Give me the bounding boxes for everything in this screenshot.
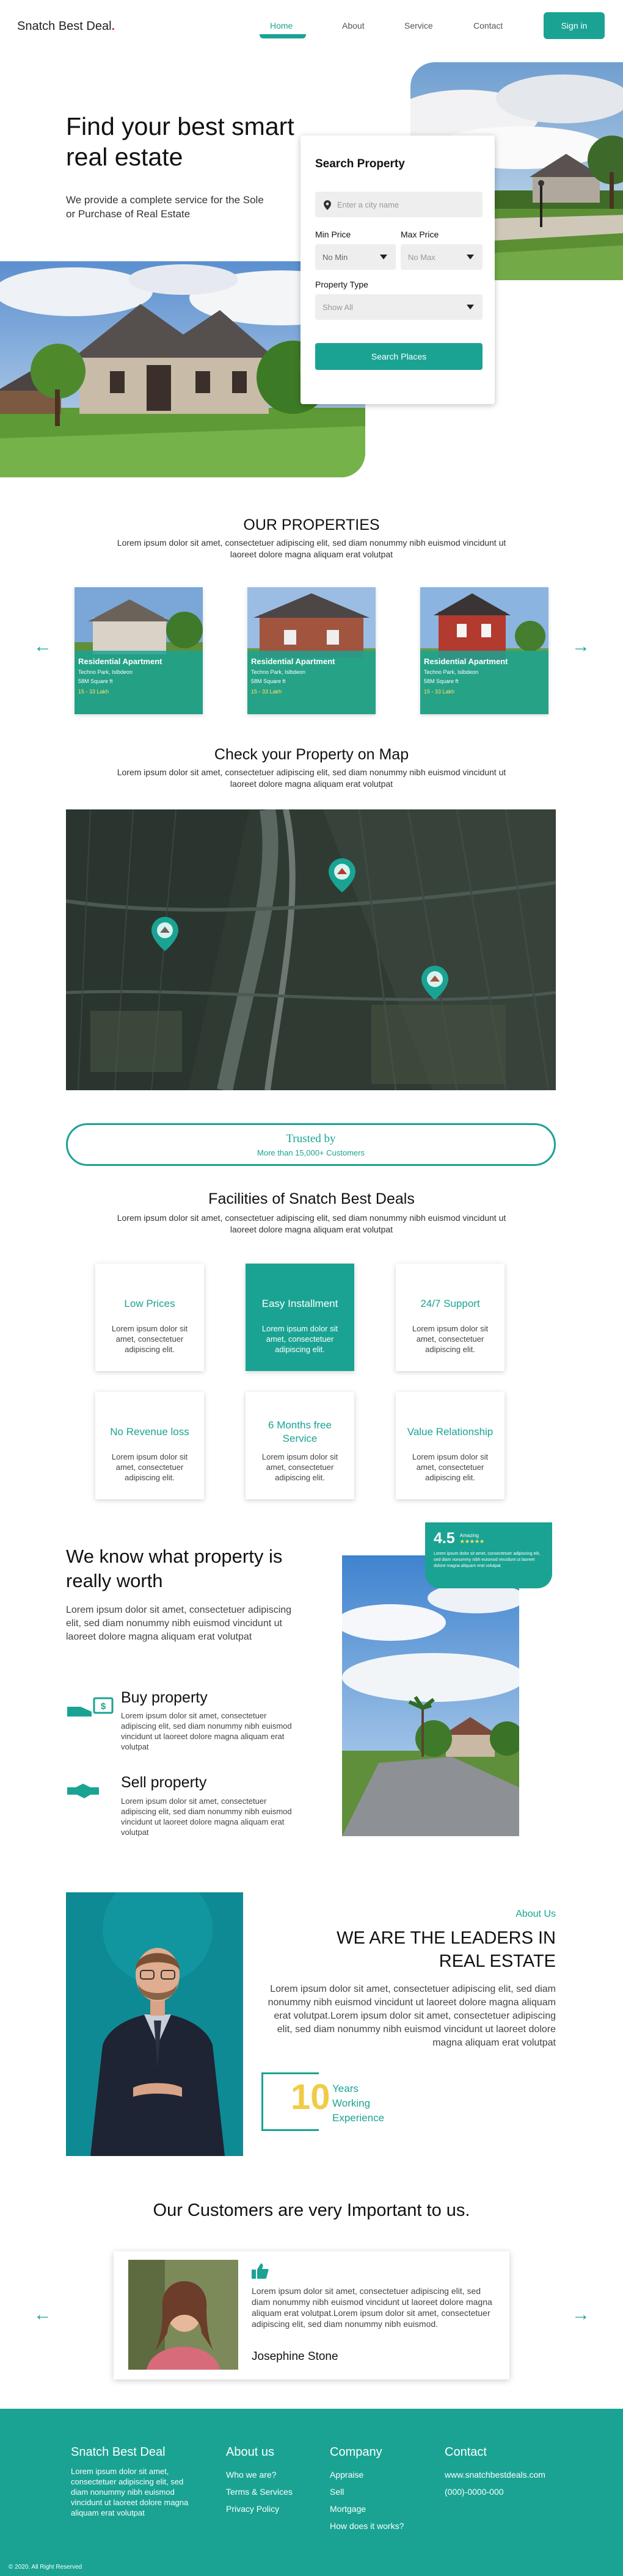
chevron-down-icon xyxy=(380,255,387,259)
buy-property-title: Buy property xyxy=(121,1689,208,1706)
facility-card-value-relationship[interactable] xyxy=(396,1392,505,1499)
footer-website[interactable]: www.snatchbestdeals.com xyxy=(445,2470,545,2480)
property-overlay xyxy=(75,651,203,714)
years-label: Years xyxy=(332,2083,359,2094)
facility-desc: Lorem ipsum dolor sit amet, consectetuer adipiscing elit. xyxy=(261,1324,338,1354)
trusted-subtitle: More than 15,000+ Customers xyxy=(257,1148,365,1157)
property-map[interactable] xyxy=(66,809,556,1090)
nav-active-indicator xyxy=(260,34,306,38)
money-hand-icon xyxy=(67,1696,114,1724)
customer-photo xyxy=(128,2260,238,2370)
footer-link-how[interactable]: How does it works? xyxy=(330,2521,404,2531)
svg-text:$: $ xyxy=(100,1701,106,1712)
facility-title: 6 Months free Service xyxy=(268,1419,332,1444)
customers-title: Our Customers are very Important to us. xyxy=(153,2201,470,2220)
facility-desc: Lorem ipsum dolor sit amet, consectetuer adipiscing elit. xyxy=(111,1324,188,1354)
facility-card-no-revenue-loss[interactable] xyxy=(95,1392,204,1499)
property-location: Techno Park, Islbdeon xyxy=(78,669,133,675)
search-title: Search Property xyxy=(315,157,405,170)
property-size: 58M Square ft xyxy=(251,678,286,684)
map-pin-icon[interactable] xyxy=(421,966,448,1003)
years-text xyxy=(332,2082,384,2126)
property-size: 58M Square ft xyxy=(78,678,113,684)
search-button[interactable]: Search Places xyxy=(315,343,483,370)
footer-link-who[interactable]: Who we are? xyxy=(226,2470,277,2480)
min-price-value: No Min xyxy=(322,252,348,262)
property-location: Techno Park, Islbdeon xyxy=(424,669,479,675)
facility-title: 24/7 Support xyxy=(420,1298,480,1309)
footer-link-sell[interactable]: Sell xyxy=(330,2487,344,2497)
property-type-select[interactable] xyxy=(315,294,483,320)
footer-link-mortgage[interactable]: Mortgage xyxy=(330,2504,366,2514)
brand-name: Snatch Best Deal xyxy=(17,20,112,33)
footer xyxy=(0,2409,623,2576)
testimonial-text: Lorem ipsum dolor sit amet, consectetuer adipiscing elit, sed diam nonummy nibh euismod vincidunt ut laoreet dolore magna aliquam erat volutpat.Lorem ipsum dolor sit amet, consectetuer adipiscing elit, sed diam nonummy nibh euismod. xyxy=(252,2286,492,2329)
properties-title: OUR PROPERTIES xyxy=(243,516,380,534)
footer-phone[interactable]: (000)-0000-000 xyxy=(445,2487,504,2497)
properties-desc: Lorem ipsum dolor sit amet, consectetuer adipiscing elit, sed diam nonummy nibh euismod vincidunt ut laoreet dolore magna aliquam erat volutpat xyxy=(117,538,506,559)
about-us-tag: About Us xyxy=(516,1909,556,1919)
max-price-value: No Max xyxy=(408,252,435,262)
facility-title: Low Prices xyxy=(124,1298,175,1309)
footer-company-title: Company xyxy=(330,2445,382,2459)
map-pin-icon[interactable] xyxy=(329,858,355,895)
chevron-down-icon xyxy=(467,305,474,309)
signin-button[interactable]: Sign in xyxy=(544,12,605,39)
min-price-select[interactable] xyxy=(315,244,396,270)
star-icon: ★★★★★ xyxy=(459,1538,485,1544)
property-type-value: Show All xyxy=(322,302,353,312)
nav-contact[interactable]: Contact xyxy=(473,21,503,31)
facility-desc: Lorem ipsum dolor sit amet, consectetuer adipiscing elit. xyxy=(412,1452,489,1482)
brand-logo[interactable] xyxy=(17,20,115,34)
leaders-desc: Lorem ipsum dolor sit amet, consectetuer adipiscing elit, sed diam nonummy nibh euismod vincidunt ut laoreet dolore magna aliquam erat volutpat.Lorem ipsum dolor sit amet, consectetuer adipiscing elit, sed diam nonummy nibh euismod vincidunt ut laoreet dolore magna aliquam erat volutpat xyxy=(268,1984,556,2048)
thumbs-up-icon xyxy=(252,2262,269,2282)
facility-title: Easy Installment xyxy=(261,1298,338,1309)
agent-photo xyxy=(66,1892,243,2156)
facility-title: No Revenue loss xyxy=(110,1426,189,1438)
property-card[interactable] xyxy=(247,587,376,714)
footer-brand: Snatch Best Deal xyxy=(71,2445,166,2459)
property-overlay xyxy=(420,651,548,714)
arrow-left-icon[interactable]: ← xyxy=(34,636,52,656)
property-price: 15 - 33 Lakh xyxy=(424,689,455,695)
property-price: 15 - 33 Lakh xyxy=(78,689,109,695)
copyright: © 2020. All Right Reserved xyxy=(9,2564,82,2571)
trusted-title: Trusted by xyxy=(286,1132,336,1145)
leaders-title: WE ARE THE LEADERS IN REAL ESTATE xyxy=(337,1928,556,1971)
know-desc: Lorem ipsum dolor sit amet, consectetuer adipiscing elit, sed diam nonummy nibh euismod vincidunt ut laoreet dolore magna aliquam erat volutpat xyxy=(66,1605,292,1642)
facilities-title: Facilities of Snatch Best Deals xyxy=(208,1190,415,1207)
street-photo xyxy=(342,1555,519,1836)
hero-subtitle: We provide a complete service for the Sole or Purchase of Real Estate xyxy=(66,194,264,220)
arrow-right-icon[interactable]: → xyxy=(572,2304,590,2325)
footer-brand-desc: Lorem ipsum dolor sit amet, consectetuer adipiscing elit, sed diam nonummy nibh euismod vincidunt ut laoreet dolore magna aliquam erat volutpat xyxy=(71,2467,189,2517)
brand-dot: . xyxy=(111,20,115,33)
property-type-label: Property Type xyxy=(315,280,368,289)
property-card[interactable] xyxy=(75,587,203,714)
facility-desc: Lorem ipsum dolor sit amet, consectetuer adipiscing elit. xyxy=(261,1452,338,1482)
hero-title: Find your best smart real estate xyxy=(66,112,294,171)
facilities-desc: Lorem ipsum dolor sit amet, consectetuer adipiscing elit, sed diam nonummy nibh euismod vincidunt ut laoreet dolore magna aliquam erat volutpat xyxy=(117,1213,506,1234)
handshake-icon xyxy=(67,1781,101,1803)
arrow-left-icon[interactable]: ← xyxy=(34,2304,52,2325)
nav-home[interactable]: Home xyxy=(270,21,293,31)
facility-desc: Lorem ipsum dolor sit amet, consectetuer adipiscing elit. xyxy=(111,1452,188,1482)
min-price-label: Min Price xyxy=(315,230,351,239)
property-card[interactable] xyxy=(420,587,548,714)
location-pin-icon xyxy=(324,200,331,209)
city-placeholder: Enter a city name xyxy=(337,200,399,209)
chevron-down-icon xyxy=(467,255,474,259)
property-title: Residential Apartment xyxy=(78,657,162,666)
working-label: Working xyxy=(332,2097,371,2109)
property-location: Techno Park, Islbdeon xyxy=(251,669,306,675)
property-overlay xyxy=(247,651,376,714)
nav-service[interactable]: Service xyxy=(404,21,433,31)
rating-label: Amazing xyxy=(459,1533,479,1538)
customer-name: Josephine Stone xyxy=(252,2350,338,2363)
city-input[interactable] xyxy=(315,192,483,217)
property-title: Residential Apartment xyxy=(251,657,335,666)
property-title: Residential Apartment xyxy=(424,657,508,666)
nav-about[interactable]: About xyxy=(342,21,365,31)
years-number: 10 xyxy=(291,2077,330,2117)
rating-text: Lorem ipsum dolor sit amet, consectetuer adipiscing elit, sed diam nonummy nibh euismod vincidunt ut laoreet dolore magna aliquam erat volutpat xyxy=(434,1552,541,1568)
facility-card-free-service[interactable] xyxy=(246,1392,354,1499)
map-title: Check your Property on Map xyxy=(214,746,409,763)
footer-contact-title: Contact xyxy=(445,2445,487,2459)
facility-card-support[interactable] xyxy=(396,1264,505,1371)
facility-card-low-prices[interactable] xyxy=(95,1264,204,1371)
facility-title: Value Relationship xyxy=(407,1426,494,1438)
map-desc: Lorem ipsum dolor sit amet, consectetuer adipiscing elit, sed diam nonummy nibh euismod vincidunt ut laoreet dolore magna aliquam erat volutpat xyxy=(117,767,506,789)
search-card xyxy=(301,136,495,404)
buy-property-desc: Lorem ipsum dolor sit amet, consectetuer adipiscing elit, sed diam nonummy nibh euismod vincidunt ut laoreet dolore magna aliquam erat volutpat xyxy=(121,1711,292,1751)
map-pin-icon[interactable] xyxy=(151,917,178,954)
arrow-right-icon[interactable]: → xyxy=(572,636,590,656)
rating-card xyxy=(425,1522,552,1588)
property-price: 15 - 33 Lakh xyxy=(251,689,282,695)
footer-link-appraise[interactable]: Appraise xyxy=(330,2470,364,2480)
sell-property-title: Sell property xyxy=(121,1774,207,1791)
footer-link-privacy[interactable]: Privacy Policy xyxy=(226,2504,280,2514)
sell-property-desc: Lorem ipsum dolor sit amet, consectetuer adipiscing elit, sed diam nonummy nibh euismod vincidunt ut laoreet dolore magna aliquam erat volutpat xyxy=(121,1796,292,1837)
testimonial-card xyxy=(114,2251,509,2379)
footer-link-terms[interactable]: Terms & Services xyxy=(226,2487,293,2497)
property-size: 58M Square ft xyxy=(424,678,459,684)
footer-about-title: About us xyxy=(226,2445,274,2459)
facility-desc: Lorem ipsum dolor sit amet, consectetuer adipiscing elit. xyxy=(412,1324,489,1354)
rating-score: 4.5 xyxy=(434,1530,455,1547)
experience-label: Experience xyxy=(332,2112,385,2124)
max-price-select[interactable] xyxy=(401,244,483,270)
max-price-label: Max Price xyxy=(401,230,439,239)
know-title: We know what property is really worth xyxy=(66,1546,283,1591)
facility-card-easy-installment[interactable] xyxy=(246,1264,354,1371)
trusted-banner xyxy=(66,1123,556,1166)
